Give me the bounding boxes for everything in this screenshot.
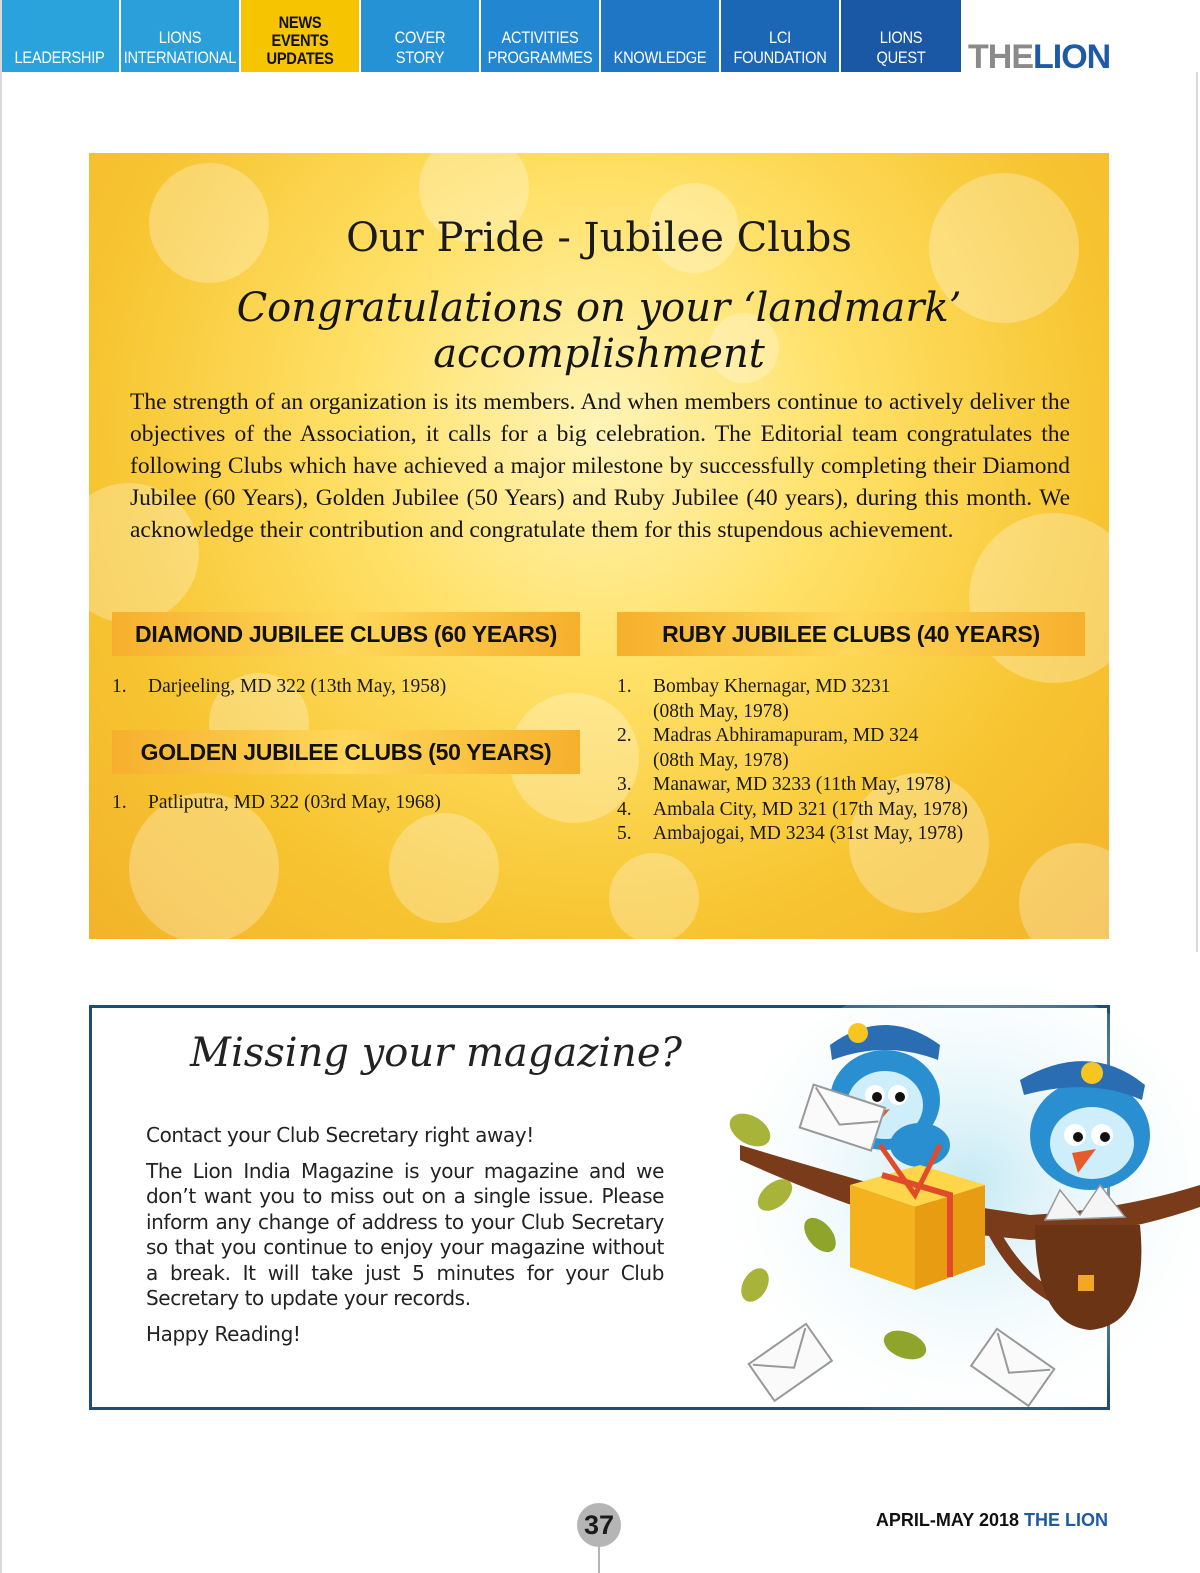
nav-tab-label: NEWS xyxy=(278,13,322,32)
list-item xyxy=(617,822,1085,847)
list-item-text: Ambala City, MD 321 (17th May, 1978) xyxy=(653,798,968,820)
jubilee-subtitle: Congratulations on your ‘landmark’ accomplishment xyxy=(236,285,962,377)
nav-tab-label: LIONS xyxy=(879,28,923,47)
list-item-number: 1. xyxy=(112,792,127,813)
missing-magazine-paragraph: The Lion India Magazine is your magazine and we don’t want you to miss out on a single issue. Please inform any change of address to your Club Secretary so that you continue to enjoy your magazine without a break. It will take just 5 minutes for your Club Secretary to update your records. xyxy=(146,1158,664,1310)
jubilee-intro-text: The strength of an organization is its members. And when members continue to actively deliver the objectives of the Association, it calls for a big celebration. The Editorial team congratulates the following Clubs which have achieved a major milestone by successfully completing their Diamond Jubilee (60 Years), Golden Jubilee (50 Years) and Ruby Jubilee (40 years), during this month. We acknowledge their contribution and congratulate them for this stupendous achievement. xyxy=(130,389,1070,543)
nav-tab-leadership[interactable] xyxy=(0,0,121,72)
nav-tab-knowledge[interactable] xyxy=(601,0,721,72)
list-item xyxy=(617,724,1085,773)
nav-tab-label: LIONS xyxy=(158,28,202,47)
list-item xyxy=(617,675,1085,724)
ruby-jubilee-list xyxy=(617,675,1085,847)
nav-tab-lci-foundation[interactable] xyxy=(721,0,841,72)
nav-tab-label: KNOWLEDGE xyxy=(613,48,707,67)
nav-tab-label: UPDATES xyxy=(266,49,334,68)
footer-issue-line xyxy=(876,1510,1108,1531)
list-item xyxy=(112,791,580,816)
page-number: 37 xyxy=(577,1503,621,1547)
nav-tab-label: INTERNATIONAL xyxy=(123,48,237,67)
list-item-date: (08th May, 1978) xyxy=(653,749,789,771)
list-item-number: 1. xyxy=(112,676,127,697)
footer-issue: APRIL-MAY 2018 xyxy=(875,1510,1019,1530)
list-item-text: Patliputra, MD 322 (03rd May, 1968) xyxy=(148,792,441,813)
nav-tab-cover-story[interactable] xyxy=(361,0,481,72)
nav-tab-label: QUEST xyxy=(876,48,926,67)
list-item xyxy=(112,675,580,700)
jubilee-title: Our Pride - Jubilee Clubs xyxy=(346,215,852,261)
postman-birds-illustration xyxy=(700,985,1200,1445)
nav-tab-label: PROGRAMMES xyxy=(487,48,593,67)
list-item-text: Darjeeling, MD 322 (13th May, 1958) xyxy=(148,676,447,697)
missing-magazine-signoff: Happy Reading! xyxy=(146,1321,301,1346)
nav-tab-lions-international[interactable] xyxy=(121,0,241,72)
list-item xyxy=(617,798,1085,823)
footer-magazine-name: THE LION xyxy=(1024,1510,1108,1530)
list-item-number: 5. xyxy=(617,823,632,844)
diamond-jubilee-heading: DIAMOND JUBILEE CLUBS (60 YEARS) xyxy=(112,612,580,656)
nav-tab-activities-programmes[interactable] xyxy=(481,0,601,72)
list-item-text: Manawar, MD 3233 (11th May, 1978) xyxy=(653,774,951,795)
missing-magazine-lead: Contact your Club Secretary right away! xyxy=(146,1123,534,1147)
page-number-rule xyxy=(598,1547,600,1573)
section-nav xyxy=(0,0,965,72)
list-item-number: 2. xyxy=(617,725,632,746)
list-item-text: Madras Abhiramapuram, MD 324 xyxy=(653,725,919,746)
nav-tab-label: LEADERSHIP xyxy=(14,48,105,67)
list-item-number: 3. xyxy=(617,774,632,795)
magazine-logo xyxy=(968,38,1110,77)
missing-magazine-title: Missing your magazine? xyxy=(190,1030,682,1076)
logo-the: THE xyxy=(968,38,1033,76)
logo-lion: LION xyxy=(1033,38,1111,76)
nav-tab-label: FOUNDATION xyxy=(733,48,827,67)
missing-magazine-body xyxy=(146,1123,664,1347)
golden-jubilee-heading: GOLDEN JUBILEE CLUBS (50 YEARS) xyxy=(112,730,580,774)
list-item-date: (08th May, 1978) xyxy=(653,700,789,722)
list-item xyxy=(617,773,1085,798)
nav-tab-label: EVENTS xyxy=(271,31,329,50)
jubilee-clubs-panel xyxy=(89,153,1109,939)
list-item-number: 1. xyxy=(617,676,632,697)
nav-tab-news-events-updates[interactable] xyxy=(241,0,361,72)
nav-tab-label: ACTIVITIES xyxy=(501,28,579,47)
ruby-jubilee-heading: RUBY JUBILEE CLUBS (40 YEARS) xyxy=(617,612,1085,656)
golden-jubilee-list xyxy=(112,791,580,816)
list-item-number: 4. xyxy=(617,798,632,820)
nav-tab-lions-quest[interactable] xyxy=(841,0,961,72)
page-edge-right xyxy=(1196,72,1198,952)
nav-tab-label: COVER STORY xyxy=(394,28,446,67)
nav-tab-label: LCI xyxy=(769,28,791,47)
list-item-text: Bombay Khernagar, MD 3231 xyxy=(653,676,891,697)
diamond-jubilee-list xyxy=(112,675,580,700)
page-edge-left xyxy=(0,0,2,1573)
list-item-text: Ambajogai, MD 3234 (31st May, 1978) xyxy=(653,823,964,844)
